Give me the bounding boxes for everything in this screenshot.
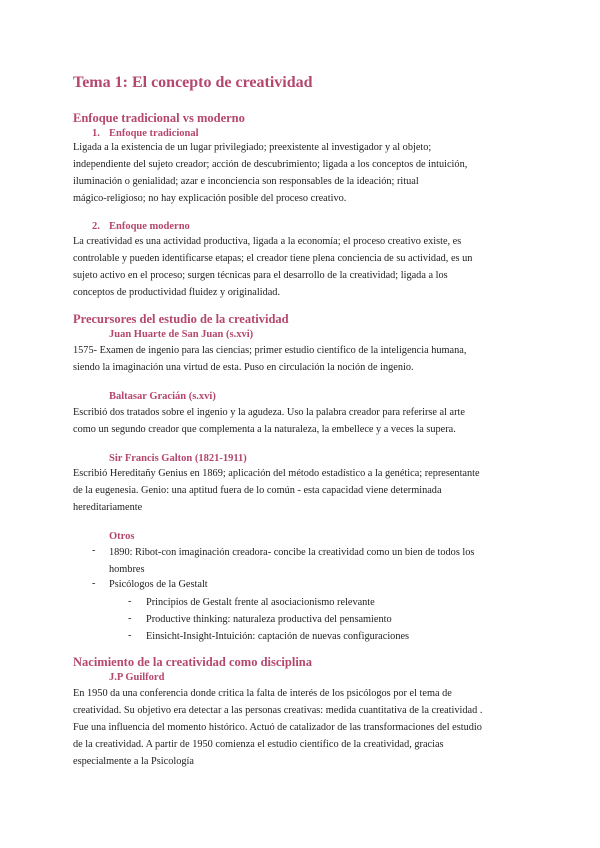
bullet-dash: -	[92, 545, 96, 556]
sub-bullet-einsicht: Einsicht-Insight-Intuición: captación de nuevas configuraciones	[146, 631, 410, 642]
text-line: como un segundo creador que complementa a la naturaleza, la embellece y a veces la supera.	[73, 424, 456, 435]
paragraph-huarte	[73, 342, 533, 376]
text-line: de la eugenesia. Genio: una aptitud fuera de lo común - esta capacidad viene determinada	[73, 485, 442, 496]
text-line: especialmente a la Psicología	[73, 756, 194, 767]
text-line: conceptos de productividad fluidez y originalidad.	[73, 287, 281, 298]
subheading-gracian: Baltasar Gracián (s.xvi)	[109, 391, 216, 402]
bullet-gestalt: Psicólogos de la Gestalt	[109, 579, 208, 590]
sub-bullet-dash: -	[128, 630, 132, 641]
text-line: siendo la imaginación una virtud de esta. Puso en circulación la noción de ingenio.	[73, 362, 414, 373]
subheading-otros: Otros	[109, 531, 135, 542]
text-line: En 1950 da una conferencia donde critica la falta de interés de los psicólogos por el tema de	[73, 688, 452, 699]
list-number-2: 2.	[92, 221, 100, 232]
subheading-guilford: J.P Guilford	[109, 672, 165, 683]
bullet-dash: -	[92, 578, 96, 589]
text-line: controlable y pueden identificarse etapas; el creador tiene plena conciencia de su actividad, es un	[73, 253, 473, 264]
text-line: hombres	[109, 564, 145, 575]
bullet-ribot	[109, 544, 474, 578]
text-line: Ligada a la existencia de un lugar privilegiado; preexistente al investigador y al objeto;	[73, 142, 432, 153]
text-line: sujeto activo en el proceso; surgen técnicas para el desarrollo de la creatividad; ligada a los	[73, 270, 448, 281]
page-title: Tema 1: El concepto de creatividad	[73, 74, 313, 91]
paragraph-enfoque-tradicional	[73, 139, 533, 207]
text-line: de la creatividad. A partir de 1950 comienza el estudio científico de la creatividad, gracias	[73, 739, 444, 750]
list-number-1: 1.	[92, 128, 100, 139]
text-line: independiente del sujeto creador; acción de descubrimiento; ligada a los conceptos de intuición,	[73, 159, 468, 170]
sub-bullet-dash: -	[128, 613, 132, 624]
section-heading-precursores: Precursores del estudio de la creatividad	[73, 312, 289, 326]
text-line: 1890: Ribot-con imaginación creadora- concibe la creatividad como un bien de todos los	[109, 547, 475, 558]
paragraph-guilford	[73, 685, 533, 770]
section-heading-nacimiento: Nacimiento de la creatividad como disciplina	[73, 655, 312, 669]
text-line: iluminación o genialidad; azar e inconciencia son responsables de la ideación; ritual	[73, 176, 419, 187]
sub-bullet-productive: Productive thinking: naturaleza productiva del pensamiento	[146, 614, 392, 625]
paragraph-galton	[73, 465, 533, 516]
text-line: Escribió dos tratados sobre el ingenio y la agudeza. Uso la palabra creador para referirse al arte	[73, 407, 465, 418]
text-line: creatividad. Su objetivo era detectar a las personas creativas: medida cuantitativa de la creatividad .	[73, 705, 483, 716]
text-line: Fue una influencia del momento histórico. Actuó de catalizador de las transformaciones del estudio	[73, 722, 482, 733]
subheading-huarte: Juan Huarte de San Juan (s.xvi)	[109, 329, 254, 340]
text-line: Escribió Hereditañy Genius en 1869; aplicación del método estadístico a la genética; representante	[73, 468, 480, 479]
text-line: 1575- Examen de ingenio para las ciencias; primer estudio científico de la inteligencia humana,	[73, 345, 467, 356]
paragraph-gracian	[73, 404, 533, 438]
text-line: hereditariamente	[73, 502, 143, 513]
paragraph-enfoque-moderno	[73, 233, 533, 301]
subheading-enfoque-moderno: Enfoque moderno	[109, 221, 190, 232]
sub-bullet-dash: -	[128, 596, 132, 607]
text-line: mágico-religioso; no hay explicación posible del proceso creativo.	[73, 193, 347, 204]
section-heading-enfoque: Enfoque tradicional vs moderno	[73, 111, 245, 125]
subheading-galton: Sir Francis Galton (1821-1911)	[109, 453, 247, 464]
text-line: La creatividad es una actividad productiva, ligada a la economía; el proceso creativo existe, es	[73, 236, 462, 247]
subheading-enfoque-tradicional: Enfoque tradicional	[109, 128, 199, 139]
sub-bullet-principios: Principios de Gestalt frente al asociacionismo relevante	[146, 597, 375, 608]
